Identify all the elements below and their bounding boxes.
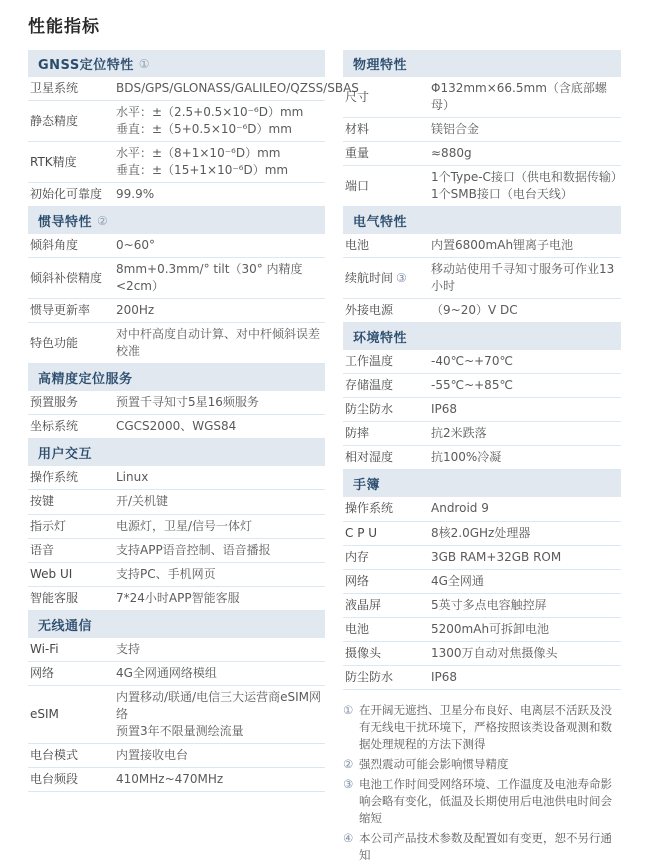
spec-value bbox=[431, 669, 621, 686]
footnote-item bbox=[343, 776, 621, 827]
spec-value bbox=[116, 566, 325, 583]
right-column bbox=[343, 50, 621, 867]
spec-label: 电池 bbox=[345, 621, 370, 636]
spec-value-line: 水平：±（8+1×10⁻⁶D）mm bbox=[116, 146, 281, 161]
spec-label: 坐标系统 bbox=[30, 419, 79, 434]
spec-label: 内存 bbox=[345, 549, 370, 564]
spec-row bbox=[343, 666, 621, 690]
spec-label: C P U bbox=[345, 525, 378, 540]
section-title: 手簿 bbox=[353, 478, 381, 494]
spec-value-line: 内置移动/联通/电信三大运营商eSIM网络 bbox=[116, 689, 321, 721]
spec-value-line: 垂直：±（5+0.5×10⁻⁶D）mm bbox=[116, 122, 292, 137]
section-title: 惯导特性 bbox=[38, 215, 93, 231]
spec-value bbox=[116, 418, 325, 435]
footnote-text: 强烈震动可能会影响惯导精度 bbox=[359, 756, 509, 771]
footnote-ref-badge: ③ bbox=[396, 270, 407, 285]
spec-label: 重量 bbox=[345, 146, 370, 161]
spec-label: 存储温度 bbox=[345, 378, 394, 393]
spec-value bbox=[116, 186, 325, 203]
spec-value-line: 5200mAh可拆卸电池 bbox=[431, 621, 550, 636]
footnote-text: 在开阔无遮挡、卫星分布良好、电离层不活跃及没有无线电干扰环境下，严格按照该类设备观测和数据处理规程的方法下测得 bbox=[359, 702, 612, 751]
spec-value-line: 支持 bbox=[116, 641, 141, 656]
spec-label: 液晶屏 bbox=[345, 597, 382, 612]
spec-row bbox=[343, 594, 621, 618]
section-electrical bbox=[343, 207, 621, 323]
spec-value-line: 水平：±（2.5+0.5×10⁻⁶D）mm bbox=[116, 105, 304, 120]
spec-value-line: （9~20）V DC bbox=[431, 303, 518, 318]
footnote-marker: ③ bbox=[343, 776, 354, 791]
spec-value bbox=[116, 493, 325, 510]
spec-value-line: 开/关机键 bbox=[116, 494, 169, 509]
spec-label: 电池 bbox=[345, 238, 370, 253]
spec-value bbox=[116, 104, 325, 138]
spec-value bbox=[116, 747, 325, 764]
spec-value bbox=[431, 549, 621, 566]
spec-value-line: -40℃~+70℃ bbox=[431, 354, 513, 369]
spec-value-line: 预置3年不限量测绘流量 bbox=[116, 723, 244, 738]
spec-value-line: 预置千寻知寸5星16频服务 bbox=[116, 395, 259, 410]
spec-row bbox=[343, 570, 621, 594]
spec-label: RTK精度 bbox=[30, 154, 77, 169]
spec-value-line: 3GB RAM+32GB ROM bbox=[431, 549, 562, 564]
spec-value-line: 对中杆高度自动计算、对中杆倾斜误差校准 bbox=[116, 327, 321, 359]
section-header bbox=[28, 50, 325, 77]
section-header bbox=[28, 439, 325, 466]
spec-label-text: 续航时间 bbox=[345, 270, 394, 285]
spec-value-line: 5英寸多点电容触控屏 bbox=[431, 597, 547, 612]
spec-row bbox=[343, 497, 621, 521]
spec-label: 防尘防水 bbox=[345, 402, 394, 417]
footnote-ref-badge: ① bbox=[138, 56, 150, 71]
spec-value-line: 4G全网通网络模组 bbox=[116, 665, 217, 680]
spec-value bbox=[431, 597, 621, 614]
spec-value-line: CGCS2000、WGS84 bbox=[116, 419, 237, 434]
spec-value bbox=[431, 261, 621, 295]
section-header bbox=[343, 207, 621, 234]
spec-label: 工作温度 bbox=[345, 354, 394, 369]
spec-label: 防尘防水 bbox=[345, 669, 394, 684]
spec-label: Web UI bbox=[30, 566, 73, 581]
spec-value-line: IP68 bbox=[431, 402, 458, 417]
spec-value bbox=[431, 237, 621, 254]
section-title: 电气特性 bbox=[353, 215, 408, 231]
spec-value bbox=[116, 641, 325, 658]
spec-row bbox=[343, 618, 621, 642]
spec-label: 倾斜角度 bbox=[30, 238, 79, 253]
spec-label: 尺寸 bbox=[345, 89, 370, 104]
spec-row bbox=[28, 142, 325, 183]
section-header bbox=[343, 50, 621, 77]
spec-row bbox=[343, 234, 621, 258]
spec-label: 惯导更新率 bbox=[30, 303, 91, 318]
spec-value bbox=[431, 80, 621, 114]
spec-value-line: 电源灯，卫星/信号一体灯 bbox=[116, 518, 253, 533]
spec-value bbox=[431, 449, 621, 466]
footnotes bbox=[343, 702, 621, 864]
spec-value bbox=[116, 237, 325, 254]
spec-value bbox=[431, 353, 621, 370]
spec-value bbox=[116, 394, 325, 411]
section-title: 用户交互 bbox=[38, 447, 93, 463]
spec-row bbox=[343, 350, 621, 374]
spec-label: 智能客服 bbox=[30, 590, 79, 605]
spec-label: 静态精度 bbox=[30, 113, 79, 128]
section-environmental bbox=[343, 323, 621, 470]
spec-row bbox=[28, 466, 325, 490]
spec-value bbox=[116, 469, 325, 486]
spec-value-line: -55℃~+85℃ bbox=[431, 378, 513, 393]
spec-value bbox=[116, 518, 325, 535]
spec-row bbox=[343, 522, 621, 546]
spec-value bbox=[116, 689, 325, 740]
spec-value-line: 8核2.0GHz处理器 bbox=[431, 525, 531, 540]
spec-row bbox=[28, 101, 325, 142]
spec-label bbox=[343, 270, 431, 287]
spec-label: 指示灯 bbox=[30, 518, 67, 533]
spec-value bbox=[431, 645, 621, 662]
spec-value bbox=[431, 573, 621, 590]
spec-row bbox=[28, 768, 325, 792]
spec-row bbox=[343, 374, 621, 398]
spec-label: 防摔 bbox=[345, 426, 370, 441]
spec-label: 语音 bbox=[30, 542, 55, 557]
section-header bbox=[28, 207, 325, 234]
spec-value-line: 0~60° bbox=[116, 238, 155, 253]
spec-value bbox=[116, 326, 325, 360]
footnote-marker: ② bbox=[343, 756, 354, 771]
spec-value-line: ≈880g bbox=[431, 146, 472, 161]
spec-value-line: 1300万自动对焦摄像头 bbox=[431, 645, 558, 660]
spec-value bbox=[116, 302, 325, 319]
spec-value-line: 内置接收电台 bbox=[116, 747, 189, 762]
spec-value-line: 8mm+0.3mm/° tilt（30° 内精度<2cm） bbox=[116, 262, 303, 294]
section-header bbox=[343, 470, 621, 497]
spec-value bbox=[431, 302, 621, 319]
section-title: 环境特性 bbox=[353, 331, 408, 347]
spec-value-line: 抗100%冷凝 bbox=[431, 450, 502, 465]
spec-label: 倾斜补偿精度 bbox=[30, 270, 103, 285]
spec-value-line: 抗2米跌落 bbox=[431, 426, 487, 441]
spec-value bbox=[431, 525, 621, 542]
spec-value-line: 内置6800mAh锂离子电池 bbox=[431, 238, 574, 253]
spec-value-line: 垂直：±（15+1×10⁻⁶D）mm bbox=[116, 163, 289, 178]
footnote-marker: ④ bbox=[343, 830, 354, 845]
footnote-item bbox=[343, 756, 621, 773]
columns-wrapper bbox=[28, 50, 621, 867]
spec-value bbox=[116, 80, 359, 97]
spec-row bbox=[28, 77, 359, 101]
spec-row bbox=[28, 183, 325, 207]
spec-value-line: 7*24小时APP智能客服 bbox=[116, 590, 240, 605]
section-title: 高精度定位服务 bbox=[38, 372, 133, 388]
section-header bbox=[28, 364, 325, 391]
spec-value-line: 支持APP语音控制、语音播报 bbox=[116, 542, 271, 557]
spec-row bbox=[28, 587, 325, 611]
spec-label: 网络 bbox=[345, 573, 370, 588]
spec-label: 摄像头 bbox=[345, 645, 382, 660]
spec-label: 预置服务 bbox=[30, 395, 79, 410]
spec-value bbox=[431, 377, 621, 394]
spec-value-line: 4G全网通 bbox=[431, 573, 484, 588]
spec-row bbox=[343, 142, 621, 166]
spec-value-line: IP68 bbox=[431, 669, 458, 684]
spec-label: 端口 bbox=[345, 178, 370, 193]
spec-value bbox=[116, 590, 325, 607]
section-handheld-controller bbox=[343, 470, 621, 689]
spec-label: 初始化可靠度 bbox=[30, 187, 103, 202]
spec-value-line: 410MHz~470MHz bbox=[116, 771, 224, 786]
footnote-text: 电池工作时间受网络环境、工作温度及电池寿命影响会略有变化，低温及长期使用后电池供电时间会缩短 bbox=[359, 776, 612, 825]
spec-value bbox=[431, 121, 621, 138]
spec-value-line: 200Hz bbox=[116, 303, 155, 318]
spec-value-line: 支持PC、手机网页 bbox=[116, 566, 216, 581]
spec-row bbox=[343, 166, 621, 207]
spec-label: 网络 bbox=[30, 665, 55, 680]
footnote-item bbox=[343, 830, 621, 864]
spec-row bbox=[28, 539, 325, 563]
spec-label: 操作系统 bbox=[30, 470, 79, 485]
footnote-ref-badge: ② bbox=[97, 213, 108, 228]
spec-row bbox=[343, 118, 621, 142]
spec-label: 电台模式 bbox=[30, 747, 79, 762]
section-title: 无线通信 bbox=[38, 618, 93, 634]
spec-row bbox=[28, 415, 325, 439]
spec-label: 按键 bbox=[30, 494, 55, 509]
spec-value bbox=[116, 261, 325, 295]
spec-label: Wi-Fi bbox=[30, 641, 59, 656]
section-inertial-nav bbox=[28, 207, 325, 364]
spec-value bbox=[431, 500, 621, 517]
spec-value-line: Android 9 bbox=[431, 501, 489, 516]
spec-value bbox=[116, 771, 325, 788]
section-title: GNSS定位特性 bbox=[38, 58, 134, 73]
spec-row bbox=[343, 422, 621, 446]
spec-label: 卫星系统 bbox=[30, 81, 79, 95]
spec-label: eSIM bbox=[30, 706, 59, 721]
spec-value bbox=[431, 401, 621, 418]
spec-row bbox=[28, 258, 325, 299]
spec-row bbox=[343, 642, 621, 666]
spec-value bbox=[431, 621, 621, 638]
section-user-interaction bbox=[28, 439, 325, 610]
spec-row bbox=[343, 77, 621, 118]
spec-row bbox=[28, 686, 325, 744]
spec-label: 特色功能 bbox=[30, 335, 79, 350]
spec-value-line: Φ132mm×66.5mm（含底部螺母） bbox=[431, 81, 607, 113]
spec-value-line: 1个SMB接口（电台天线） bbox=[431, 187, 573, 202]
spec-value-line: BDS/GPS/GLONASS/GALILEO/QZSS/SBAS bbox=[116, 81, 359, 95]
spec-value-line: Linux bbox=[116, 470, 149, 485]
spec-row bbox=[28, 515, 325, 539]
spec-row bbox=[28, 490, 325, 514]
section-hp-positioning-service bbox=[28, 364, 325, 439]
spec-value-line: 镁铝合金 bbox=[431, 122, 480, 137]
spec-row bbox=[343, 546, 621, 570]
spec-row bbox=[28, 391, 325, 415]
spec-label: 外接电源 bbox=[345, 303, 394, 318]
spec-label: 相对湿度 bbox=[345, 450, 394, 465]
spec-row bbox=[28, 323, 325, 364]
section-wireless-comm bbox=[28, 611, 325, 792]
spec-row bbox=[28, 299, 325, 323]
spec-row bbox=[28, 744, 325, 768]
spec-row bbox=[343, 258, 621, 299]
footnote-item bbox=[343, 702, 621, 753]
footnote-text: 本公司产品技术参数及配置如有变更，恕不另行通知 bbox=[359, 830, 612, 862]
spec-value bbox=[431, 169, 621, 203]
spec-value-line: 99.9% bbox=[116, 187, 155, 202]
section-header bbox=[28, 611, 325, 638]
spec-row bbox=[343, 446, 621, 470]
spec-value bbox=[116, 542, 325, 559]
spec-row bbox=[28, 662, 325, 686]
spec-value-line: 1个Type-C接口（供电和数据传输） bbox=[431, 170, 623, 185]
spec-value bbox=[431, 145, 621, 162]
spec-value bbox=[116, 665, 325, 682]
spec-row bbox=[28, 638, 325, 662]
section-header bbox=[343, 323, 621, 350]
spec-label: 电台频段 bbox=[30, 771, 79, 786]
spec-value bbox=[431, 425, 621, 442]
spec-label: 材料 bbox=[345, 122, 370, 137]
section-title: 物理特性 bbox=[353, 58, 408, 73]
spec-label: 操作系统 bbox=[345, 501, 394, 516]
spec-value-line: 移动站使用千寻知寸服务可作业13小时 bbox=[431, 262, 615, 294]
page-title: 性能指标 bbox=[28, 17, 100, 37]
spec-row bbox=[28, 234, 325, 258]
spec-row bbox=[28, 563, 325, 587]
section-physical bbox=[343, 50, 621, 207]
spec-row bbox=[343, 299, 621, 323]
spec-row bbox=[343, 398, 621, 422]
spec-value bbox=[116, 145, 325, 179]
footnote-marker: ① bbox=[343, 702, 354, 717]
